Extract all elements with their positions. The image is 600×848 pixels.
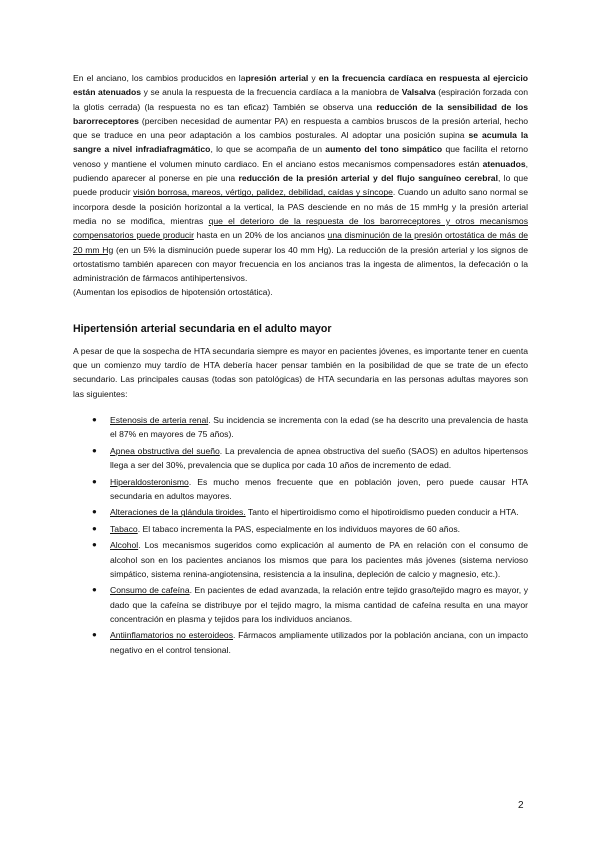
list-item-title: Alteraciones de la glándula tiroides. — [110, 507, 246, 518]
list-item-text: . El tabaco incrementa la PAS, especialmente en los individuos mayores de 60 años. — [137, 523, 461, 534]
intro-text-run: hasta en un 20% de los ancianos — [193, 230, 328, 241]
intro-paragraph — [73, 71, 528, 285]
list-item — [73, 583, 528, 626]
intro-text-run: y — [308, 73, 319, 83]
list-item-text: Tanto el hipertiroidismo como el hipotiroidismo pueden conducir a HTA. — [245, 507, 519, 518]
list-item — [73, 538, 528, 581]
list-item — [73, 505, 528, 519]
intro-text-run: en la frecuencia cardíaca en respuesta al ejercicio están atenuados — [73, 73, 528, 98]
bullet-icon: ● — [92, 523, 97, 533]
intro-text-run: Valsalva — [401, 87, 436, 98]
intro-text-run: se acumula la sangre a nivel infradiafragmático — [73, 130, 528, 155]
intro-text-run: presión arterial — [245, 73, 309, 83]
bullet-icon: ● — [92, 414, 97, 424]
intro-text-run: y se anula la respuesta de la frecuencia cardíaca a la maniobra de — [141, 87, 402, 98]
bullet-icon: ● — [92, 540, 97, 550]
list-item — [73, 444, 528, 473]
bullet-icon: ● — [92, 585, 97, 595]
intro-text-run: (perciben necesidad de aumentar PA) en respuesta a cambios bruscos de la presión arterial, hecho que se traduce en una peor adaptación a los cambios posturales. Al adoptar una posición supina — [73, 115, 528, 141]
list-item-title: Hiperaldosteronismo — [110, 476, 189, 487]
list-item-text: . En pacientes de edad avanzada, la relación entre tejido graso/tejido magro es mayor, y dado que la cafeína se distribuye por el tejido magro, la misma cantidad de cafeína resulta en una mayor concentración en plasma y tejidos para los individuos ancianos. — [110, 585, 528, 624]
bullet-icon: ● — [92, 445, 97, 455]
list-item-title: Antiinflamatorios no esteroideos — [110, 630, 234, 641]
list-item-title: Tabaco — [110, 523, 138, 534]
intro-text-run: , lo que puede producir — [73, 173, 528, 198]
intro-text-run: , pudiendo aparecer al ponerse en pie una — [73, 158, 528, 184]
intro-text-run: (espiración forzada con la glotis cerrada) (la respuesta no es tan eficaz) También se observa una — [73, 87, 528, 112]
bullet-icon: ● — [92, 630, 97, 640]
list-item-text: . Es mucho menos frecuente que en población joven, pero puede causar HTA secundaria en adultos mayores. — [110, 476, 528, 501]
list-item — [73, 628, 528, 657]
list-item-title: Alcohol — [110, 540, 139, 551]
intro-text-run: , lo que se acompaña de un — [210, 144, 326, 155]
intro-text-run: (en un 5% la disminución puede superar los 40 mm Hg). La reducción de la presión arterial y los signos de ortostatismo también aparecen con mayor frecuencia en los ancianos tras la ingesta de alimentos, la defecación o la administración de fármacos antihipertensivos. — [73, 244, 528, 284]
intro-text-run: visión borrosa, mareos, vértigo, palidez, debilidad, caídas y síncope — [133, 187, 393, 198]
intro-text-run: . Cuando un adulto sano normal se incorpora desde la posición horizontal a la vertical, la PAS desciende en no más de 15 mmHg y la presión arterial media no se modifica, mientras — [73, 187, 528, 226]
bullet-icon: ● — [92, 476, 97, 486]
list-item — [73, 522, 528, 536]
list-item-title: Apnea obstructiva del sueño — [110, 445, 220, 456]
causes-list — [73, 413, 528, 657]
document-page — [73, 71, 528, 659]
intro-text-run: reducción de la presión arterial y del flujo sanguíneo cerebral — [238, 173, 498, 184]
list-item-text: . La prevalencia de apnea obstructiva del sueño (SAOS) en adultos hipertensos llega a ser del 30%, prevalencia que se duplica por cada 10 años de incremento de edad. — [110, 445, 529, 471]
section-heading: Hipertensión arterial secundaria en el adulto mayor — [73, 322, 332, 335]
intro-text-run: que facilita el retorno venoso y mantiene el volumen minuto cardiaco. En el anciano estos mecanismos compensadores están — [73, 144, 528, 169]
intro-text-run: En el anciano, los cambios producidos en la — [73, 73, 246, 83]
section-paragraph: A pesar de que la sospecha de HTA secundaria siempre es mayor en pacientes jóvenes, es importante tener en cuenta que un comienzo muy tardío de HTA debería hacer pensar también en la posibilidad de que se trate de un efecto secundario. Las principales causas (todas son patológicas) de HTA secundaria en las personas adultas mayores son las siguientes: — [73, 345, 528, 399]
intro-text-run: aumento del tono simpático — [325, 144, 443, 155]
list-item-title: Estenosis de arteria renal — [110, 414, 209, 425]
intro-note: (Aumentan los episodios de hipotensión ortostática). — [73, 287, 273, 298]
list-item — [73, 475, 528, 504]
intro-text-run: atenuados — [482, 158, 526, 169]
intro-text-run: una disminución de la presión ortostática de más de 20 mm Hg — [73, 230, 529, 255]
list-item-title: Consumo de cafeína — [110, 585, 190, 596]
intro-text-run: que el deterioro de la respuesta de los barorreceptores y otros mecanismos compensatorios puede producir — [73, 215, 528, 241]
intro-text-run: reducción de la sensibilidad de los barorreceptores — [73, 101, 528, 126]
list-item — [73, 413, 528, 442]
list-item-text: . Fármacos ampliamente utilizados por la población anciana, con un impacto negativo en el control tensional. — [110, 630, 528, 655]
list-item-text: . Su incidencia se incrementa con la edad (se ha descrito una prevalencia de hasta el 87% en mayores de 75 años). — [110, 414, 528, 440]
list-item-text: . Los mecanismos sugeridos como explicación al aumento de PA en relación con el consumo de alcohol son en los pacientes ancianos los mismos que para los pacientes más jóvenes (sistema nervioso simpático, sistema renina-angiotensina, resistencia a la insulina, depleción de calcio y magnesio, etc.). — [110, 540, 528, 579]
page-number: 2 — [518, 800, 524, 811]
bullet-icon: ● — [92, 507, 97, 517]
